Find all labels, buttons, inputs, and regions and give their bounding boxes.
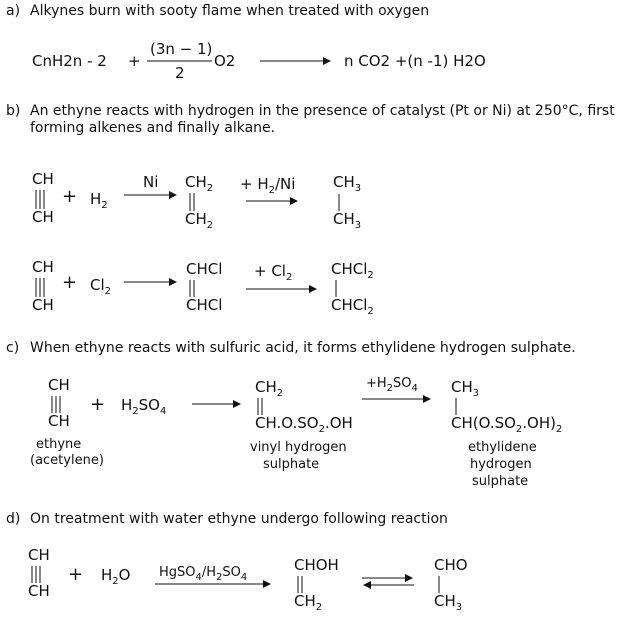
section-c-text: When ethyne reacts with sulfuric acid, it forms ethylidene hydrogen sulphate. [30, 340, 576, 356]
step-text: +H [366, 376, 387, 391]
alkene-top-text: CH [185, 173, 207, 191]
subscript: 2 [285, 272, 293, 283]
ethyne-triple-bond [32, 566, 40, 583]
aldehyde-bottom-text: CH [434, 592, 456, 610]
cat-so: SO [222, 565, 241, 580]
subscript: 2 [318, 424, 325, 435]
ethyne-top: CH [48, 376, 70, 394]
ethylidene-bottom-tail: .OH) [522, 414, 556, 432]
subscript: 2 [268, 185, 275, 196]
ethyne-bottom: CH [32, 296, 54, 314]
subscript: 2 [386, 383, 394, 394]
subscript: 3 [354, 220, 362, 231]
subscript: 3 [472, 388, 480, 399]
subscript: 4 [240, 572, 248, 583]
ethylidene-name-line2: hydrogen [470, 457, 532, 472]
ethylidene-name-line1: ethylidene [468, 440, 537, 455]
alkane-bottom-text: CH [333, 210, 355, 228]
fraction-denominator: 2 [175, 64, 185, 82]
tetrachloroethane-bottom-text: CHCl [331, 296, 368, 314]
ethylidene-name-line3: sulphate [472, 474, 529, 489]
section-b-marker: b) [6, 103, 21, 119]
subscript: 2 [101, 200, 108, 211]
subscript: 2 [216, 572, 223, 583]
aldehyde-top: CHO [434, 556, 468, 574]
section-a-marker: a) [6, 3, 21, 19]
subscript: 2 [206, 220, 214, 231]
subscript: 2 [515, 424, 523, 435]
subscript: 2 [556, 424, 563, 435]
alkene-double-bond [190, 280, 194, 297]
vinyl-double-bond [258, 398, 262, 415]
equilibrium-arrows [362, 578, 414, 585]
ethyne-bottom: CH [28, 582, 50, 600]
dichloroethene-top: CHCl [186, 260, 223, 278]
subscript: 2 [276, 388, 284, 399]
hydrogen-symbol: H [90, 190, 102, 208]
alkyne-formula: CnH2n - 2 [32, 52, 107, 70]
ethyne-top: CH [32, 170, 54, 188]
cat-h: /H [201, 565, 217, 580]
subscript: 2 [315, 602, 323, 613]
vinyl-bottom-tail: .OH [324, 414, 353, 432]
acid-h: H [121, 396, 133, 414]
subscript: 4 [195, 572, 202, 583]
subscript: 2 [367, 306, 374, 317]
alkene-bottom-text: CH [185, 210, 207, 228]
cat-hgso: HgSO [159, 565, 196, 580]
subscript: 4 [159, 406, 167, 417]
water-o: O [118, 566, 131, 584]
vinyl-name-line1: vinyl hydrogen [250, 440, 347, 455]
subscript: 2 [367, 270, 374, 281]
section-b-text-line1: An ethyne reacts with hydrogen in the presence of catalyst (Pt or Ni) at 250°C, first [30, 103, 615, 119]
vinyl-name-line2: sulphate [263, 457, 320, 472]
subscript: 4 [411, 383, 418, 394]
ethyne-triple-bond [52, 396, 60, 413]
plus-sign: + [62, 186, 78, 207]
ethyne-bottom: CH [32, 208, 54, 226]
chlorine-symbol: Cl [90, 276, 105, 294]
tetrachloroethane-top-text: CHCl [331, 260, 368, 278]
vinyl-top-text: CH [255, 378, 277, 396]
ethyne-name: ethyne [36, 437, 82, 452]
subscript: 3 [354, 183, 362, 194]
step-catalyst: /Ni [275, 175, 296, 193]
enol-top: CHOH [294, 556, 339, 574]
plus-sign: + [68, 564, 84, 585]
section-c-marker: c) [6, 340, 20, 356]
ethyne-bottom: CH [48, 412, 70, 430]
ethyne-top: CH [28, 546, 50, 564]
subscript: 2 [132, 406, 139, 417]
step-so: SO [393, 376, 412, 391]
ethyne-top: CH [32, 258, 54, 276]
subscript: 2 [112, 576, 119, 587]
fraction-numerator: (3n − 1) [150, 40, 213, 58]
subscript: 2 [104, 286, 112, 297]
plus-sign: + [62, 272, 78, 293]
nickel-catalyst: Ni [143, 173, 159, 191]
section-b-text-line2: forming alkenes and finally alkane. [30, 120, 276, 136]
vinyl-bottom-text: CH.O.SO [255, 414, 319, 432]
alkene-double-bond [190, 193, 194, 211]
combustion-products: n CO2 +(n -1) H2O [344, 52, 486, 70]
ethylidene-top-text: CH [451, 378, 473, 396]
step-text: + H [240, 175, 269, 193]
step-text: + Cl [254, 262, 286, 280]
section-d-text: On treatment with water ethyne undergo following reaction [30, 511, 448, 527]
ethyne-triple-bond [36, 190, 44, 209]
plus-sign: + [128, 52, 141, 70]
acid-so: SO [138, 396, 160, 414]
alkane-top-text: CH [333, 173, 355, 191]
section-d-marker: d) [6, 511, 21, 527]
dichloroethene-bottom: CHCl [186, 296, 223, 314]
plus-sign: + [90, 394, 106, 415]
subscript: 2 [206, 183, 214, 194]
oxygen-formula: O2 [214, 52, 236, 70]
ethyne-triple-bond [36, 278, 44, 297]
enol-bottom-text: CH [294, 592, 316, 610]
acetylene-name: (acetylene) [30, 453, 104, 468]
water-h: H [101, 566, 113, 584]
ethylidene-bottom-text: CH(O.SO [451, 414, 516, 432]
section-a-text: Alkynes burn with sooty flame when treated with oxygen [30, 3, 430, 19]
enol-double-bond [298, 576, 302, 593]
subscript: 3 [455, 602, 463, 613]
